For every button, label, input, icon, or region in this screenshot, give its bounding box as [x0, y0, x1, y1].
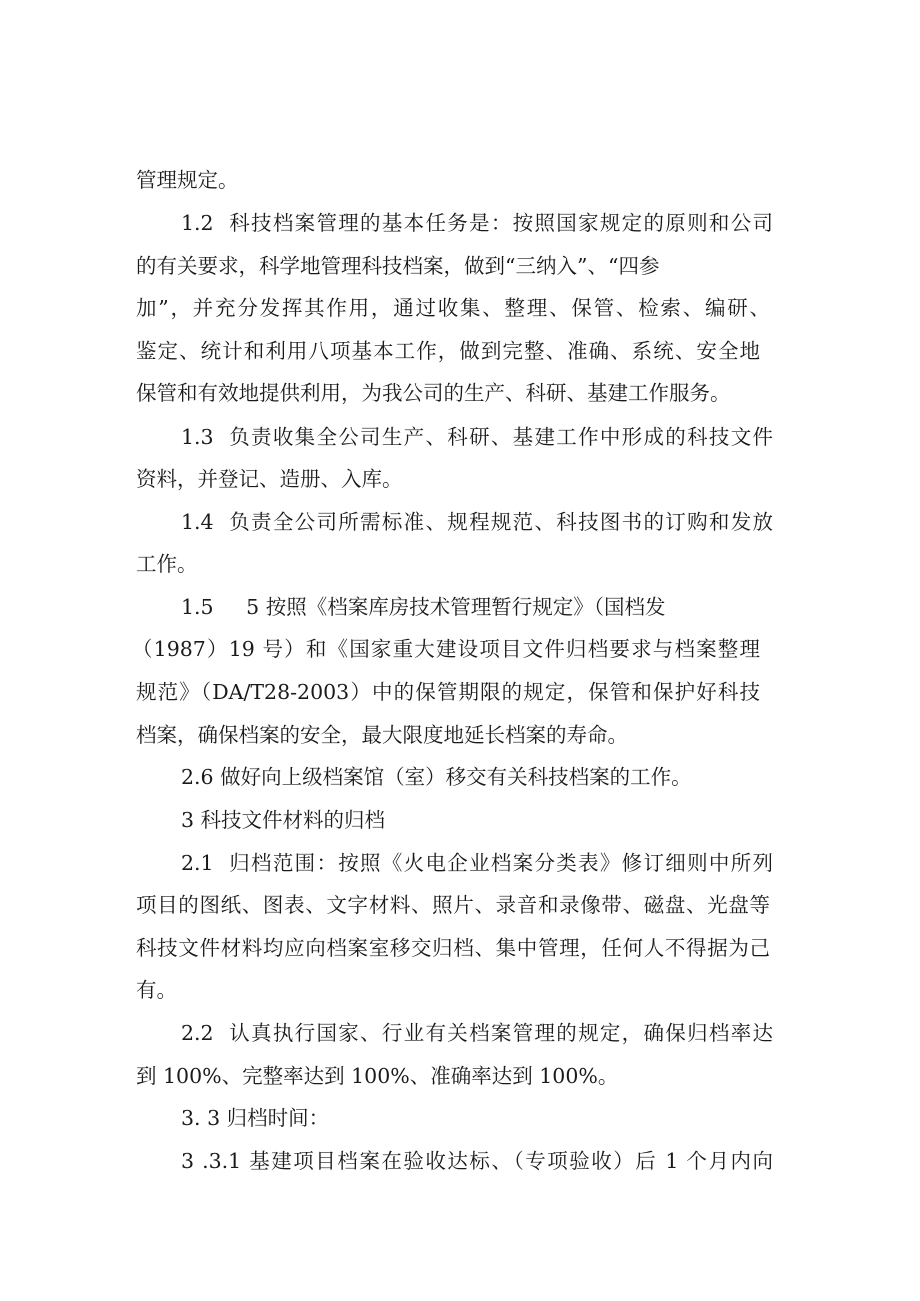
text-line: 1.3 负责收集全公司生产、科研、基建工作中形成的科技文件	[181, 425, 773, 449]
text-line: 鉴定、统计和利用八项基本工作，做到完整、准确、系统、安全地	[136, 339, 760, 363]
text-line: 2.2 认真执行国家、行业有关档案管理的规定，确保归档率达	[181, 1021, 773, 1045]
text-line: 科技文件材料均应向档案室移交归档、集中管理，任何人不得据为己	[136, 936, 770, 960]
section-heading: 3 科技文件材料的归档	[181, 808, 386, 832]
text-line: 加”，并充分发挥其作用，通过收集、整理、保管、检索、编研、	[136, 296, 770, 320]
text-line: 1.2 科技档案管理的基本任务是：按照国家规定的原则和公司	[181, 211, 773, 235]
text-line: 2.1 归档范围：按照《火电企业档案分类表》修订细则中所列	[181, 851, 773, 875]
text-line: 资料，并登记、造册、入库。	[136, 467, 403, 491]
text-line: 1.5 5 按照《档案库房技术管理暂行规定》（国档发	[181, 595, 666, 619]
text-line: 规范》（DA/T28-2003）中的保管期限的规定，保管和保护好科技	[136, 680, 760, 704]
text-line: 3 .3.1 基建项目档案在验收达标、（专项验收）后 1 个月内向	[181, 1149, 773, 1173]
text-line: 有。	[136, 978, 177, 1002]
text-line: 档案，确保档案的安全，最大限度地延长档案的寿命。	[136, 723, 628, 747]
text-line: 保管和有效地提供利用，为我公司的生产、科研、基建工作服务。	[136, 381, 731, 405]
text-line: 管理规定。	[136, 168, 239, 192]
text-line: 2.6 做好向上级档案馆（室）移交有关科技档案的工作。	[181, 765, 692, 789]
text-line: 项目的图纸、图表、文字材料、照片、录音和录像带、磁盘、光盘等	[136, 893, 770, 917]
text-line: 1.4 负责全公司所需标准、规程规范、科技图书的订购和发放	[181, 510, 773, 534]
text-line: 3. 3 归档时间：	[181, 1106, 330, 1130]
text-line: 到 100%、完整率达到 100%、准确率达到 100%。	[136, 1064, 619, 1088]
text-line: 工作。	[136, 552, 198, 576]
text-line: （1987）19 号）和《国家重大建设项目文件归档要求与档案整理	[132, 637, 760, 661]
text-line: 的有关要求，科学地管理科技档案，做到“三纳入”、“四参	[136, 254, 660, 278]
